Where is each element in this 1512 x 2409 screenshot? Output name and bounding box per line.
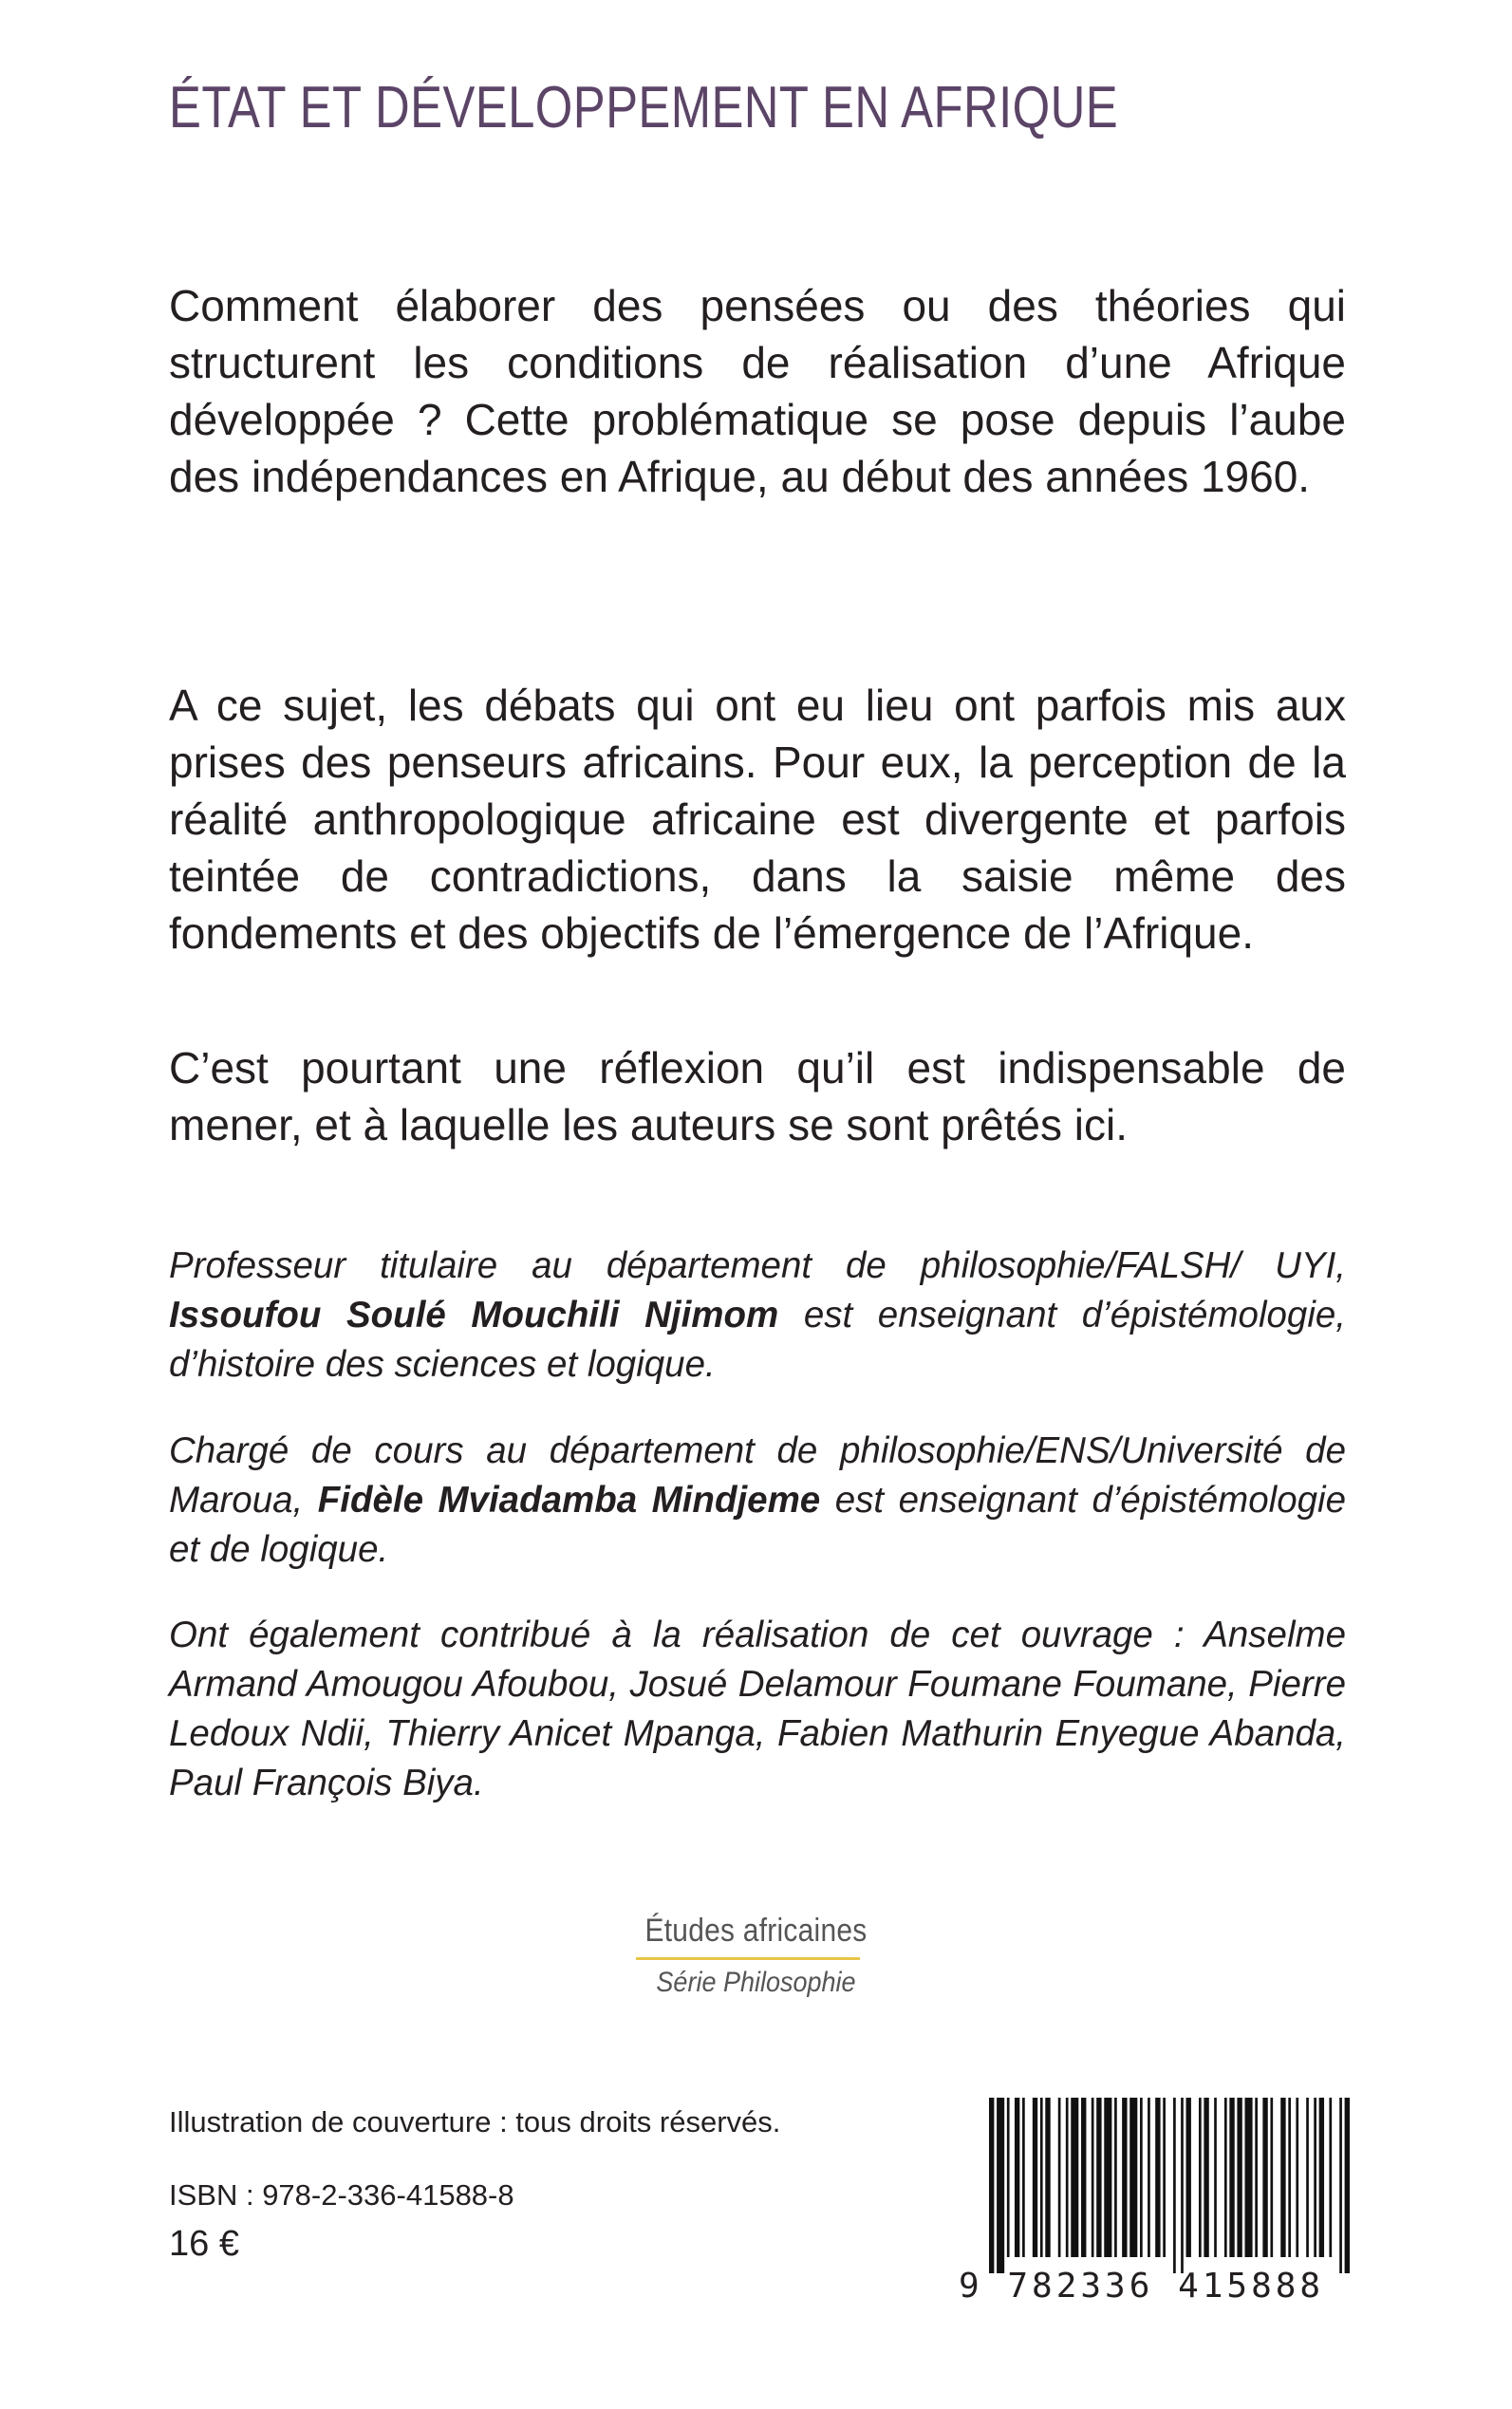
barcode-bar — [1204, 2098, 1208, 2257]
barcode-bar — [1345, 2098, 1350, 2273]
barcode-bar — [1163, 2098, 1166, 2257]
barcode-bar — [1214, 2098, 1217, 2257]
barcode-bar — [1245, 2098, 1253, 2257]
barcode-bar — [1033, 2098, 1037, 2257]
book-title: ÉTAT ET DÉVELOPPEMENT EN AFRIQUE — [169, 75, 1119, 140]
barcode-bar — [1140, 2098, 1143, 2257]
author-bio-2-rest: est enseignant d’épistémologie et de logique. — [169, 1480, 1346, 1570]
paragraph-2: A ce sujet, les débats qui ont eu lieu ont parfois mis aux prises des penseurs africains. Pour eux, la perception de la réalité anthropologique africaine est divergente et parfois teintée de contradictions, dans la saisie même des fondements et des objectifs de l’émergence de l’Afrique. — [169, 681, 1346, 958]
isbn: ISBN : 978-2-336-41588-8 — [169, 2178, 514, 2212]
barcode-bar — [1329, 2098, 1332, 2257]
price: 16 € — [169, 2224, 239, 2264]
barcode-bar — [1339, 2098, 1342, 2273]
author-bio-1-rest: est enseignant d’épistémologie, d’histoire des sciences et logique. — [169, 1295, 1346, 1385]
barcode-bar — [1270, 2098, 1273, 2257]
barcode-bar — [1306, 2098, 1309, 2257]
illustration-credit: Illustration de couverture : tous droits réservés. — [169, 2105, 781, 2138]
barcode-bar — [1186, 2098, 1191, 2257]
barcode-bar — [1129, 2098, 1137, 2257]
author-name-1: Issoufou Soulé Mouchili Njimom — [169, 1295, 779, 1335]
paragraph-1: Comment élaborer des pensées ou des théories qui structurent les conditions de réalisation d’une Afrique développée ? Cette problématique se pose depuis l’aube des indépendances en Afrique, au début des années 1960. — [169, 281, 1346, 501]
barcode-bar — [1181, 2098, 1184, 2273]
barcode-bar — [1040, 2098, 1043, 2257]
barcode-bar — [1319, 2098, 1324, 2257]
barcode-bar — [1096, 2098, 1101, 2257]
barcode-bar — [1007, 2098, 1010, 2257]
contributors-text: Ont également contribué à la réalisation de cet ouvrage : Anselme Armand Amougou Afoubou, Josué Delamour Foumane Foumane, Pierre Ledoux Ndii, Thierry Anicet Mpanga, Fabien Mathurin Enyegue Abanda, Paul François Biya. — [169, 1615, 1346, 1803]
barcode-icon — [989, 2098, 1350, 2273]
barcode-bar — [1288, 2098, 1291, 2257]
barcode-bar — [1229, 2098, 1234, 2257]
barcode-bar — [1022, 2098, 1025, 2257]
barcode-bar — [1224, 2098, 1227, 2257]
series-name: Études africaines — [644, 1913, 868, 1949]
barcode-bar — [1081, 2098, 1086, 2257]
barcode-bar — [1255, 2098, 1258, 2257]
barcode-bar — [1071, 2098, 1078, 2257]
barcode-bar — [1066, 2098, 1069, 2257]
author-bio-2 — [169, 1427, 1346, 1575]
barcode-bar — [1314, 2098, 1316, 2257]
paragraph-3: C’est pourtant une réflexion qu’il est indispensable de mener, et à laquelle les auteurs se sont prêtés ici. — [169, 1043, 1346, 1149]
author-bio-2-intro: Chargé de cours au département de philosophie/ENS/Université de Maroua, — [169, 1430, 1346, 1521]
barcode-bar — [1262, 2098, 1267, 2257]
series-rule — [636, 1957, 860, 1960]
barcode-bar — [1015, 2098, 1019, 2257]
barcode-bar — [1296, 2098, 1298, 2257]
author-bio-1 — [169, 1242, 1346, 1390]
barcode-bar — [1092, 2098, 1094, 2257]
barcode-bar — [1104, 2098, 1111, 2257]
barcode-bar — [1148, 2098, 1150, 2257]
barcode-bar — [1155, 2098, 1160, 2257]
author-name-2: Fidèle Mviadamba Mindjeme — [317, 1480, 821, 1521]
barcode-bar — [1114, 2098, 1117, 2257]
barcode-bar — [1058, 2098, 1061, 2257]
barcode-digits: 9 782336 415888 — [959, 2267, 1325, 2306]
barcode-bar — [1045, 2098, 1050, 2257]
barcode-bar — [1280, 2098, 1285, 2257]
barcode-bar — [997, 2098, 1004, 2273]
barcode-bar — [989, 2098, 994, 2273]
author-bio-1-intro: Professeur titulaire au département de philosophie/FALSH/ UYI, — [169, 1245, 1346, 1286]
barcode-bar — [1199, 2098, 1202, 2257]
barcode-bar — [1237, 2098, 1241, 2257]
series-subtitle: Série Philosophie — [656, 1967, 856, 1998]
barcode-bar — [1122, 2098, 1127, 2257]
barcode-bar — [1173, 2098, 1176, 2273]
